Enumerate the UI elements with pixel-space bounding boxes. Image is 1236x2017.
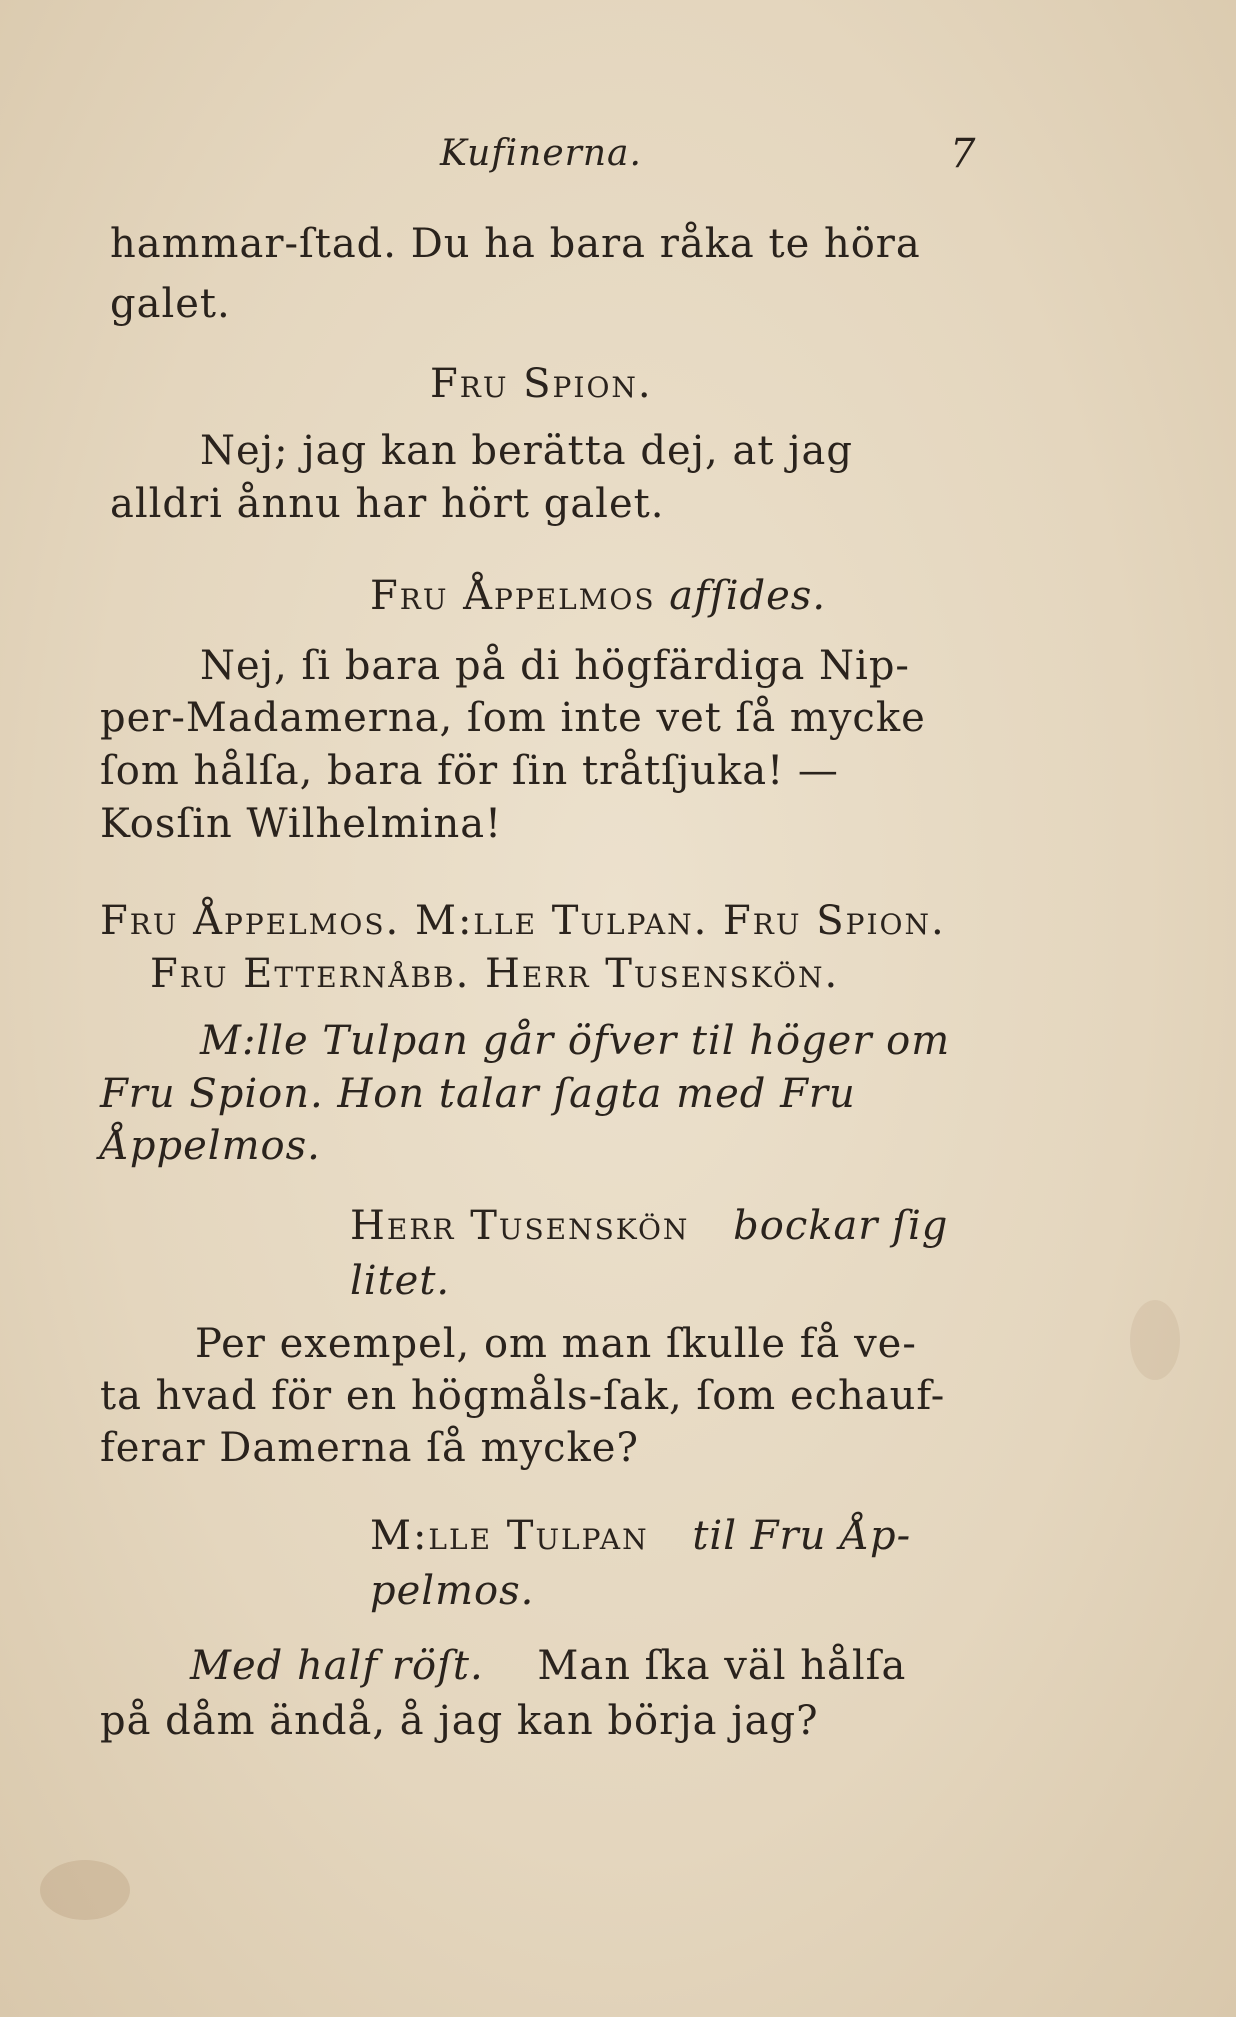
paper-stain [1130,1300,1180,1380]
stage-direction: litet. [350,1258,451,1304]
text-line: alldri ånnu har hört galet. [110,481,665,527]
text-line: Nej, ſi bara på di högfärdiga Nip- [200,643,910,689]
text-line: per-Madamerna, ſom inte vet ſå mycke [100,695,926,741]
speaker-name: Fru Åppelmos [370,573,656,619]
stage-direction: afſides. [669,573,827,619]
text-line: Kosſin Wilhelmina! [100,801,503,847]
paper-stain [40,1860,130,1920]
text-line: på dåm ändå, å jag kan börja jag? [100,1698,819,1744]
running-title: Kufinerna. [440,133,642,174]
stage-direction: M:lle Tulpan går öfver til höger om [200,1018,951,1064]
text-line: ſom hålſa, bara för ſin tråtſjuka! — [100,748,839,794]
speaker-heading [350,1200,948,1252]
page-number: 7 [950,131,977,177]
text-line: hammar-ſtad. Du ha bara råka te höra [110,221,921,267]
cast-list: Fru Åppelmos. M:lle Tulpan. Fru Spion. [100,898,946,944]
text-line: ta hvad för en högmåls-ſak, ſom echauf- [100,1373,946,1419]
stage-direction: bockar ſig [733,1203,949,1249]
speaker-heading: Fru Spion. [430,361,653,407]
text-line: Per exempel, om man ſkulle få ve- [195,1321,917,1367]
speaker-name: M:lle Tulpan [370,1513,649,1559]
stage-direction: Med half röſt. [190,1643,484,1689]
text-line: ferar Damerna ſå mycke? [100,1425,639,1471]
stage-direction: Fru Spion. Hon talar ſagta med Fru [100,1071,856,1117]
stage-direction: pelmos. [370,1568,535,1614]
text-line: Nej; jag kan berätta dej, at jag [200,428,853,474]
speaker-heading [370,1510,911,1562]
cast-list: Fru Etternåbb. Herr Tusenskön. [150,951,840,997]
stage-direction: til Fru Åp- [692,1513,912,1559]
speaker-heading [370,570,826,622]
stage-direction: Åppelmos. [100,1123,321,1169]
speaker-name: Herr Tusenskön [350,1203,690,1249]
text-line [190,1640,906,1692]
text-line: galet. [110,281,231,327]
text-fragment: Man ſka väl hålſa [537,1643,907,1689]
